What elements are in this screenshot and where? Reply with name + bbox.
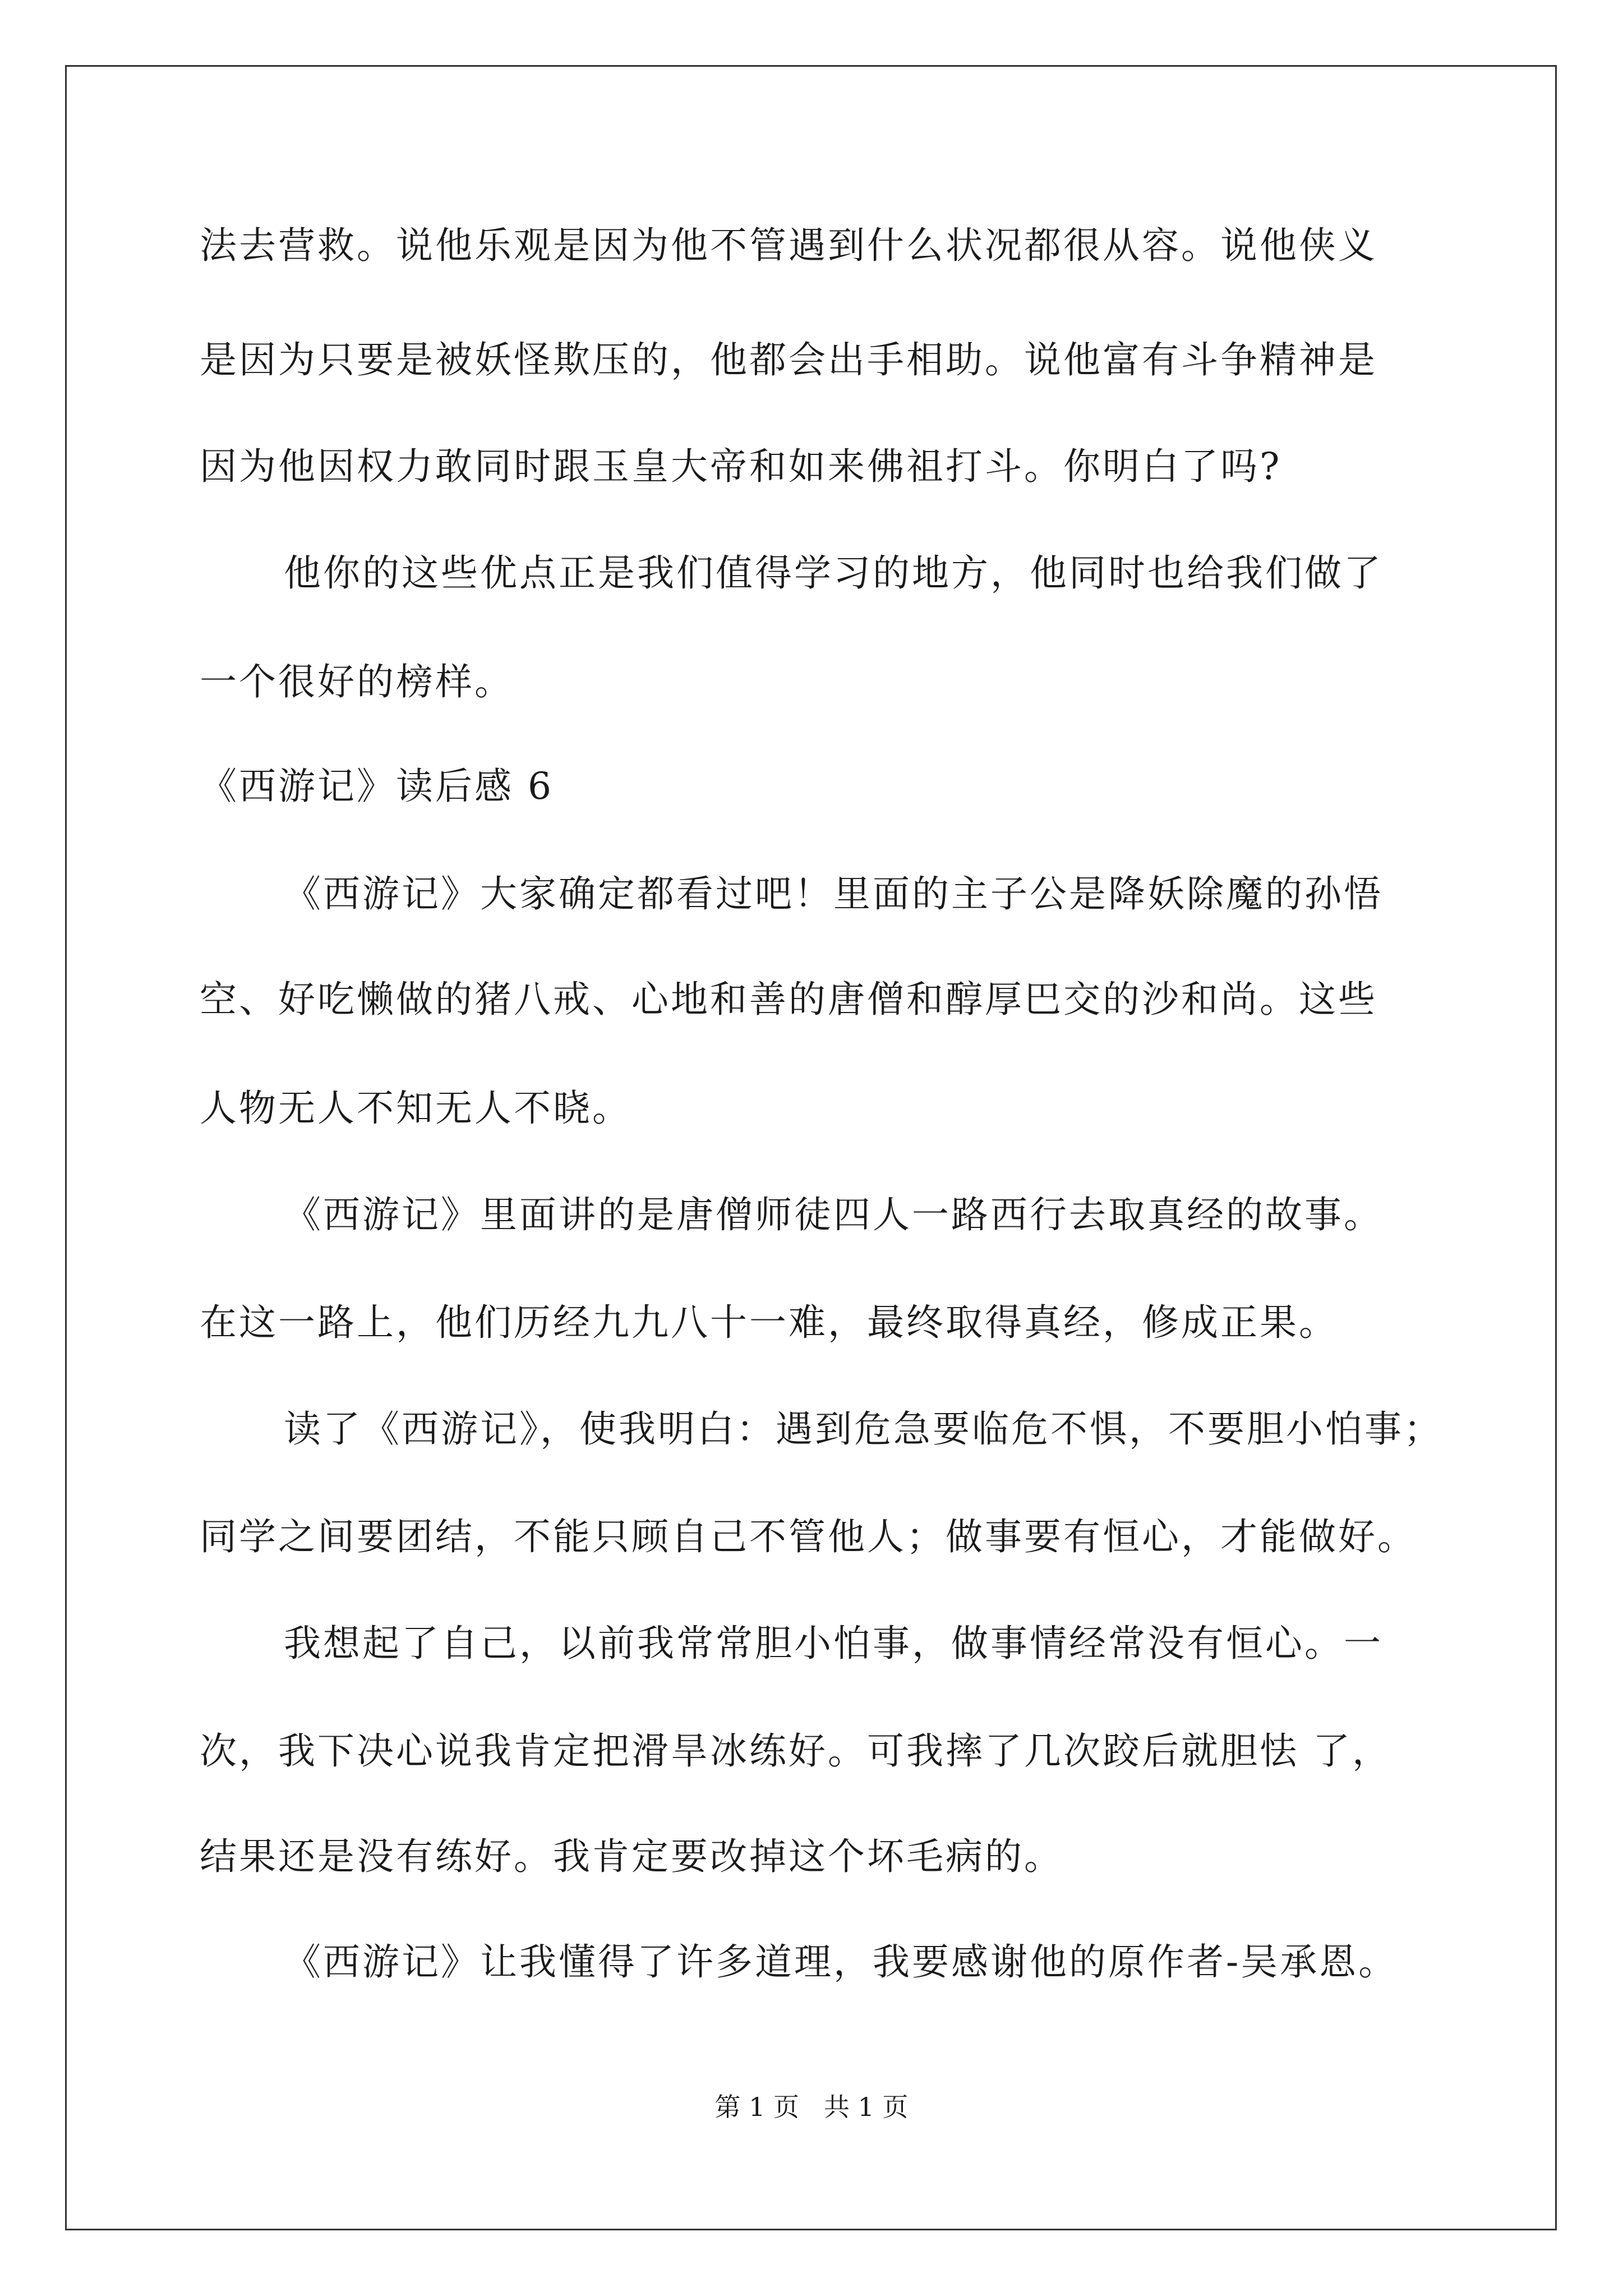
paragraph-first-line: 《西游记》让我懂得了许多道理，我要感谢他的原作者-吴承恩。 — [284, 1940, 1398, 1984]
page-footer: 第 1 页 共 1 页 — [714, 2092, 909, 2122]
paragraph-first-line: 《西游记》里面讲的是唐僧师徒四人一路西行去取真经的故事。 — [284, 1193, 1383, 1236]
paragraph-first-line: 我想起了自己，以前我常常胆小怕事，做事情经常没有恒心。一 — [284, 1622, 1383, 1665]
text-line: 一个很好的榜样。 — [200, 660, 514, 703]
text-line: 人物无人不知无人不晓。 — [200, 1087, 631, 1130]
text-line: 同学之间要团结，不能只顾自己不管他人；做事要有恒心，才能做好。 — [200, 1515, 1417, 1558]
text-line: 在这一路上，他们历经九九八十一难，最终取得真经，修成正果。 — [200, 1301, 1338, 1344]
text-line: 法去营救。说他乐观是因为他不管遇到什么状况都很从容。说他侠义 — [200, 224, 1377, 267]
text-line: 空、好吃懒做的猪八戒、心地和善的唐僧和醇厚巴交的沙和尚。这些 — [200, 978, 1377, 1021]
page-border — [65, 65, 1557, 2230]
paragraph-first-line: 读了《西游记》，使我明白：遇到危急要临危不惧，不要胆小怕事； — [284, 1407, 1443, 1451]
text-line: 次，我下决心说我肯定把滑旱冰练好。可我摔了几次跤后就胆怯 了， — [200, 1729, 1391, 1773]
paragraph-first-line: 他你的这些优点正是我们值得学习的地方，他同时也给我们做了 — [284, 551, 1383, 595]
text-line: 是因为只要是被妖怪欺压的，他都会出手相助。说他富有斗争精神是 — [200, 338, 1377, 381]
text-line: 因为他因权力敢同时跟玉皇大帝和如来佛祖打斗。你明白了吗? — [200, 445, 1282, 488]
text-line: 结果还是没有练好。我肯定要改掉这个坏毛病的。 — [200, 1835, 1063, 1878]
section-heading: 《西游记》读后感 6 — [200, 765, 554, 808]
paragraph-first-line: 《西游记》大家确定都看过吧！里面的主子公是降妖除魔的孙悟 — [284, 872, 1383, 915]
